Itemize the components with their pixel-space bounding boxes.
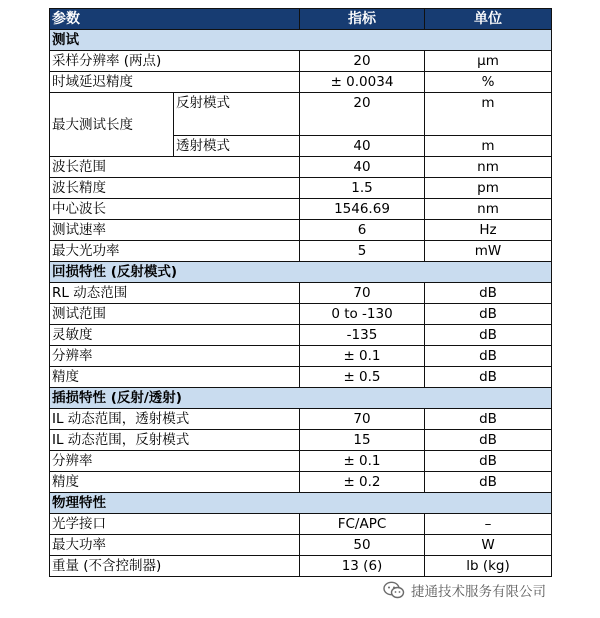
row-unit: dB [425, 367, 552, 388]
row-unit: μm [425, 51, 552, 72]
row-value: 20 [300, 51, 425, 72]
table-row [50, 451, 552, 472]
table-row [50, 51, 552, 72]
table-row [50, 93, 552, 136]
row-label: 测试范围 [50, 304, 300, 325]
row-value: FC/APC [300, 514, 425, 535]
row-value: ± 0.0034 [300, 72, 425, 93]
row-unit: dB [425, 451, 552, 472]
row-value: 50 [300, 535, 425, 556]
row-unit: dB [425, 346, 552, 367]
row-label: 最大光功率 [50, 241, 300, 262]
table-row [50, 241, 552, 262]
row-value: 20 [300, 93, 425, 136]
row-value: 40 [300, 136, 425, 157]
row-label: 分辨率 [50, 346, 300, 367]
row-label: 最大测试长度 [50, 93, 174, 157]
row-value: 40 [300, 157, 425, 178]
row-value: 6 [300, 220, 425, 241]
watermark-text: 捷通技术服务有限公司 [411, 584, 546, 600]
row-value: ± 0.2 [300, 472, 425, 493]
row-value: 70 [300, 283, 425, 304]
row-value: 1546.69 [300, 199, 425, 220]
table-row [50, 430, 552, 451]
table-row [50, 535, 552, 556]
row-unit: nm [425, 157, 552, 178]
row-label: 精度 [50, 367, 300, 388]
row-unit: dB [425, 304, 552, 325]
row-unit: m [425, 136, 552, 157]
row-label: RL 动态范围 [50, 283, 300, 304]
row-sublabel: 透射模式 [174, 136, 300, 157]
row-label: 时域延迟精度 [50, 72, 300, 93]
row-label: IL 动态范围，透射模式 [50, 409, 300, 430]
row-value: 5 [300, 241, 425, 262]
table-row [50, 72, 552, 93]
row-unit: dB [425, 430, 552, 451]
row-label: 中心波长 [50, 199, 300, 220]
table-row [50, 283, 552, 304]
row-unit: W [425, 535, 552, 556]
row-label: 采样分辨率 (两点) [50, 51, 300, 72]
section-title: 插损特性 (反射/透射) [50, 388, 552, 409]
row-label: 最大功率 [50, 535, 300, 556]
row-value: 1.5 [300, 178, 425, 199]
row-label: 灵敏度 [50, 325, 300, 346]
table-row [50, 199, 552, 220]
row-unit: mW [425, 241, 552, 262]
table-row [50, 178, 552, 199]
section-title: 物理特性 [50, 493, 552, 514]
row-label: 波长精度 [50, 178, 300, 199]
row-unit: pm [425, 178, 552, 199]
spec-table [49, 8, 552, 577]
row-label: 波长范围 [50, 157, 300, 178]
row-label: 分辨率 [50, 451, 300, 472]
row-unit: lb (kg) [425, 556, 552, 577]
row-value: 70 [300, 409, 425, 430]
row-unit: m [425, 93, 552, 136]
section-title: 回损特性 (反射模式) [50, 262, 552, 283]
row-label: 重量 (不含控制器) [50, 556, 300, 577]
table-row [50, 367, 552, 388]
row-label: 测试速率 [50, 220, 300, 241]
section-insertion-loss [50, 388, 552, 409]
row-value: ± 0.1 [300, 451, 425, 472]
table-row [50, 409, 552, 430]
section-return-loss [50, 262, 552, 283]
row-unit: nm [425, 199, 552, 220]
header-spec: 指标 [300, 9, 425, 30]
row-unit: dB [425, 409, 552, 430]
row-unit: % [425, 72, 552, 93]
row-unit: dB [425, 283, 552, 304]
section-physical [50, 493, 552, 514]
table-header [50, 9, 552, 30]
table-row [50, 472, 552, 493]
header-param: 参数 [50, 9, 300, 30]
row-unit: dB [425, 325, 552, 346]
row-label: IL 动态范围，反射模式 [50, 430, 300, 451]
row-unit: – [425, 514, 552, 535]
section-title: 测试 [50, 30, 552, 51]
section-test [50, 30, 552, 51]
row-sublabel: 反射模式 [174, 93, 300, 136]
row-unit: dB [425, 472, 552, 493]
table-row [50, 304, 552, 325]
row-value: ± 0.5 [300, 367, 425, 388]
row-value: 13 (6) [300, 556, 425, 577]
row-label: 精度 [50, 472, 300, 493]
row-value: ± 0.1 [300, 346, 425, 367]
wechat-official-account-icon [383, 581, 405, 599]
row-label: 光学接口 [50, 514, 300, 535]
table-row [50, 514, 552, 535]
row-unit: Hz [425, 220, 552, 241]
table-row [50, 346, 552, 367]
table-row [50, 325, 552, 346]
table-row [50, 220, 552, 241]
table-row [50, 157, 552, 178]
watermark [383, 578, 546, 602]
table-row [50, 556, 552, 577]
row-value: 0 to -130 [300, 304, 425, 325]
row-value: 15 [300, 430, 425, 451]
header-unit: 单位 [425, 9, 552, 30]
row-value: -135 [300, 325, 425, 346]
